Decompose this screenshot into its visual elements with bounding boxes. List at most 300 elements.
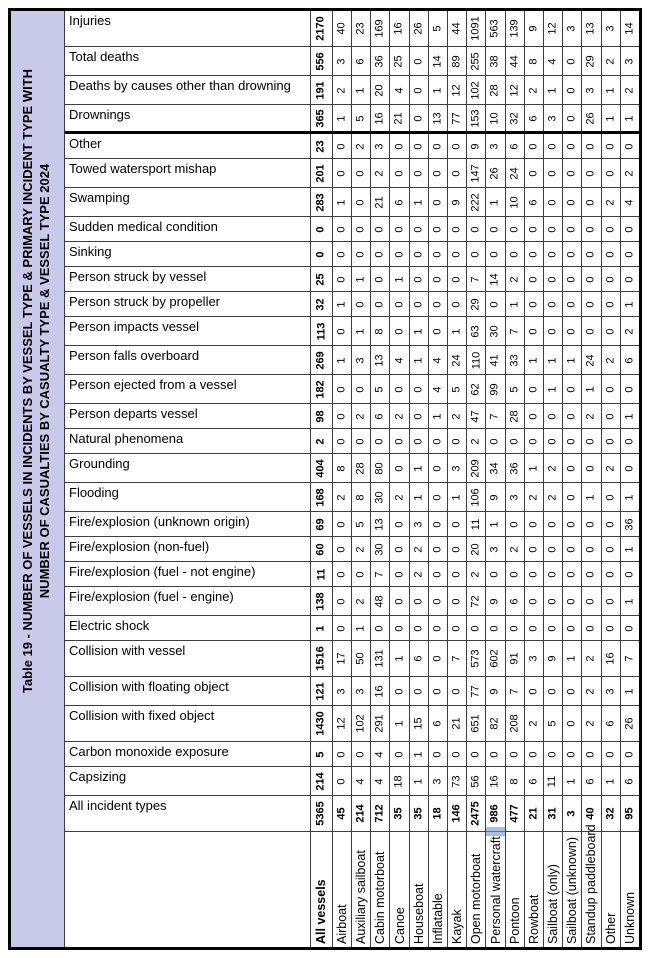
data-cell xyxy=(621,429,639,453)
cell-value: 0 xyxy=(431,464,444,472)
cell-value: 0 xyxy=(623,750,636,758)
cell-value: 4 xyxy=(431,385,444,393)
vessel-label: Standup paddleboard xyxy=(584,824,599,944)
cell-value: 0 xyxy=(354,437,367,445)
cell-value: 1 xyxy=(393,720,406,727)
cell-value: 99 xyxy=(489,382,502,396)
cell-value: 0 xyxy=(546,327,559,335)
cell-value: 0 xyxy=(546,250,559,258)
cell-value: 2 xyxy=(354,597,367,605)
data-cell xyxy=(582,429,601,453)
cell-value: 20 xyxy=(373,83,386,97)
data-cell xyxy=(429,404,448,428)
data-cell xyxy=(602,134,621,158)
cell-value: 169 xyxy=(373,19,386,38)
cell-value: 0 xyxy=(393,464,406,472)
cell-value: 2 xyxy=(604,198,617,206)
data-cell xyxy=(429,375,448,403)
incident-row xyxy=(65,742,639,767)
data-cell xyxy=(371,317,390,345)
cell-value: 0 xyxy=(354,169,367,177)
data-cell xyxy=(311,188,333,216)
cell-value: 0 xyxy=(335,570,348,578)
data-cell xyxy=(390,796,409,831)
cell-value: 0 xyxy=(604,169,617,177)
cell-value: 0 xyxy=(335,597,348,605)
cell-value: 77 xyxy=(469,684,482,698)
cell-value: 0 xyxy=(469,750,482,758)
cell-value: 3 xyxy=(546,114,559,122)
incident-row xyxy=(65,188,639,217)
data-cell xyxy=(525,796,544,831)
data-cell xyxy=(371,562,390,586)
cell-value: 1 xyxy=(623,597,636,605)
cell-value: 10 xyxy=(489,111,502,125)
cell-value: 153 xyxy=(469,108,482,128)
data-cell xyxy=(486,537,505,561)
cell-value: 0 xyxy=(393,327,406,335)
vessel-labels-strip xyxy=(65,824,639,947)
data-cell xyxy=(311,677,333,705)
data-cell xyxy=(486,375,505,403)
cell-value: 7 xyxy=(469,275,482,283)
data-cell xyxy=(390,375,409,403)
cell-value: 36 xyxy=(373,54,386,68)
data-cell xyxy=(371,537,390,561)
data-cell xyxy=(582,742,601,766)
cell-value: 0 xyxy=(489,437,502,445)
cell-value: 5 xyxy=(508,385,521,393)
cell-value: 29 xyxy=(584,54,597,68)
cell-value: 0 xyxy=(431,225,444,233)
data-cell xyxy=(410,483,429,511)
cell-value: 0 xyxy=(489,300,502,308)
cell-value: 0 xyxy=(527,142,540,150)
cell-value: 1 xyxy=(335,300,348,308)
data-cell xyxy=(311,134,333,158)
data-cell xyxy=(582,512,601,536)
incident-label: Swamping xyxy=(65,188,311,216)
data-cell xyxy=(352,587,371,615)
cell-value: 0 xyxy=(373,624,386,632)
cell-value: 0 xyxy=(450,570,463,578)
cell-value: 32 xyxy=(314,297,327,311)
vessel-label: Cabin motorboat xyxy=(373,851,388,944)
cell-value: 0 xyxy=(527,570,540,578)
cell-value: 6 xyxy=(527,777,540,785)
data-cell xyxy=(544,641,563,676)
incident-label: Towed watersport mishap xyxy=(65,159,311,187)
data-cell xyxy=(544,267,563,291)
data-cell xyxy=(333,641,352,676)
cell-value: 10 xyxy=(508,195,521,209)
cell-value: 62 xyxy=(469,382,482,396)
cell-value: 1 xyxy=(412,198,425,206)
data-cell xyxy=(410,454,429,482)
cell-value: 16 xyxy=(489,774,502,788)
data-cell xyxy=(544,537,563,561)
data-cell xyxy=(621,537,639,561)
data-cell xyxy=(582,677,601,705)
data-cell xyxy=(333,587,352,615)
cell-value: 0 xyxy=(431,655,444,662)
data-cell xyxy=(467,562,486,586)
cell-value: 0 xyxy=(527,624,540,632)
data-cell xyxy=(429,742,448,766)
incident-label: Fire/explosion (fuel - engine) xyxy=(65,587,311,615)
cell-value: 222 xyxy=(469,192,482,212)
cell-value: 131 xyxy=(373,649,386,668)
cell-value: 0 xyxy=(431,687,444,695)
data-cell xyxy=(390,562,409,586)
cell-value: 0 xyxy=(393,250,406,258)
data-cell xyxy=(467,375,486,403)
cell-value: 0 xyxy=(508,250,521,258)
data-cell xyxy=(582,375,601,403)
cell-value: 138 xyxy=(314,591,327,611)
data-cell xyxy=(371,188,390,216)
cell-value: 0 xyxy=(604,597,617,605)
data-cell xyxy=(448,159,467,187)
cell-value: 0 xyxy=(335,777,348,785)
cell-value: 0 xyxy=(393,570,406,578)
cell-value: 1 xyxy=(489,520,502,528)
data-cell xyxy=(563,537,582,561)
cell-value: 1 xyxy=(508,300,521,308)
data-cell xyxy=(429,317,448,345)
cell-value: 80 xyxy=(373,461,386,475)
data-cell xyxy=(582,188,601,216)
cell-value: 0 xyxy=(584,327,597,335)
cell-value: 0 xyxy=(450,142,463,150)
cell-value: 6 xyxy=(508,142,521,150)
cell-value: 0 xyxy=(565,114,578,122)
cell-value: 1 xyxy=(412,493,425,501)
data-cell xyxy=(333,767,352,795)
bottom-left-spacer xyxy=(65,832,311,947)
data-cell xyxy=(563,796,582,831)
incident-label: Sinking xyxy=(65,242,311,266)
data-cell xyxy=(525,134,544,158)
data-cell xyxy=(467,47,486,75)
data-cell xyxy=(390,267,409,291)
data-cell xyxy=(371,159,390,187)
cell-value: 0 xyxy=(335,250,348,258)
cell-value: 0 xyxy=(412,86,425,94)
data-cell xyxy=(506,641,525,676)
data-cell xyxy=(410,267,429,291)
data-cell xyxy=(621,11,639,46)
vessel-label: Unknown xyxy=(622,891,637,944)
incident-label: Other xyxy=(65,134,311,158)
data-cell xyxy=(429,587,448,615)
cell-value: 2 xyxy=(508,545,521,553)
data-cell xyxy=(390,587,409,615)
cell-value: 1 xyxy=(431,412,444,420)
incident-row xyxy=(65,105,639,134)
vessel-label-cell xyxy=(410,832,429,947)
data-cell xyxy=(621,767,639,795)
cell-value: 5 xyxy=(546,720,559,727)
vessel-label-cell xyxy=(311,832,333,947)
data-cell xyxy=(486,188,505,216)
cell-value: 573 xyxy=(469,649,482,668)
cell-value: 283 xyxy=(314,192,327,212)
data-cell xyxy=(525,242,544,266)
cell-value: 0 xyxy=(412,225,425,233)
cell-value: 0 xyxy=(565,750,578,758)
vessel-label: Kayak xyxy=(450,909,465,944)
incident-row xyxy=(65,76,639,105)
cell-value: 0 xyxy=(335,142,348,150)
cell-value: 0 xyxy=(450,275,463,283)
cell-value: 0 xyxy=(604,385,617,393)
cell-value: 40 xyxy=(335,22,348,35)
data-cell xyxy=(506,317,525,345)
cell-value: 24 xyxy=(508,166,521,180)
cell-value: 0 xyxy=(527,327,540,335)
cell-value: 1 xyxy=(412,750,425,758)
data-cell xyxy=(410,706,429,741)
data-cell xyxy=(563,641,582,676)
data-cell xyxy=(506,454,525,482)
cell-value: 30 xyxy=(373,542,386,556)
cell-value: 0 xyxy=(623,624,636,632)
data-cell xyxy=(582,11,601,46)
data-cell xyxy=(544,159,563,187)
data-cell xyxy=(410,512,429,536)
cell-value: 0 xyxy=(527,545,540,553)
cell-value: 2 xyxy=(546,493,559,501)
cell-value: 0 xyxy=(450,750,463,758)
cell-value: 0 xyxy=(450,687,463,695)
cell-value: 9 xyxy=(489,687,502,695)
cell-value: 2 xyxy=(546,464,559,472)
data-cell xyxy=(602,11,621,46)
data-cell xyxy=(602,483,621,511)
data-cell xyxy=(429,242,448,266)
cell-value: 1 xyxy=(393,275,406,283)
cell-value: 8 xyxy=(527,57,540,65)
cell-value: 0 xyxy=(527,412,540,420)
cell-value: 2 xyxy=(412,545,425,553)
data-cell xyxy=(311,159,333,187)
data-cell xyxy=(602,217,621,241)
vessel-label-cell xyxy=(467,832,486,947)
data-cell xyxy=(352,242,371,266)
cell-value: 0 xyxy=(431,327,444,335)
data-cell xyxy=(525,105,544,131)
vessel-label: All vessels xyxy=(314,879,329,944)
vessel-label-cell xyxy=(525,832,544,947)
data-cell xyxy=(410,159,429,187)
cell-value: 0 xyxy=(354,225,367,233)
cell-value: 36 xyxy=(508,461,521,475)
cell-value: 0 xyxy=(431,597,444,605)
cell-value: 0 xyxy=(393,545,406,553)
cell-value: 986 xyxy=(489,804,502,823)
data-cell xyxy=(486,134,505,158)
cell-value: 63 xyxy=(469,324,482,338)
cell-value: 47 xyxy=(469,409,482,423)
incident-row xyxy=(65,677,639,706)
cell-value: 1 xyxy=(604,86,617,94)
cell-value: 28 xyxy=(508,409,521,423)
data-cell xyxy=(525,587,544,615)
data-cell xyxy=(448,641,467,676)
data-cell xyxy=(410,346,429,374)
data-cell xyxy=(621,105,639,131)
data-cell xyxy=(544,375,563,403)
data-cell xyxy=(525,512,544,536)
cell-value: 36 xyxy=(623,517,636,531)
cell-value: 0 xyxy=(431,437,444,445)
data-cell xyxy=(448,317,467,345)
data-cell xyxy=(371,483,390,511)
data-cell xyxy=(525,537,544,561)
cell-value: 40 xyxy=(584,807,597,820)
data-cell xyxy=(602,242,621,266)
data-cell xyxy=(311,11,333,46)
cell-value: 404 xyxy=(314,458,327,478)
vessel-label: Houseboat xyxy=(411,883,426,944)
cell-value: 2 xyxy=(527,86,540,94)
cell-value: 0 xyxy=(565,57,578,65)
cell-value: 0 xyxy=(450,597,463,605)
vessel-label: Pontoon xyxy=(507,897,522,944)
data-cell xyxy=(563,677,582,705)
cell-value: 9 xyxy=(527,25,540,32)
cell-value: 4 xyxy=(431,356,444,364)
data-cell xyxy=(429,641,448,676)
cell-value: 14 xyxy=(431,54,444,68)
data-cell xyxy=(448,483,467,511)
data-cell xyxy=(333,483,352,511)
cell-value: 0 xyxy=(335,225,348,233)
incident-row xyxy=(65,562,639,587)
data-cell xyxy=(506,562,525,586)
cell-value: 121 xyxy=(314,681,327,701)
data-cell xyxy=(371,641,390,676)
data-cell xyxy=(467,537,486,561)
cell-value: 28 xyxy=(489,83,502,97)
cell-value: 269 xyxy=(314,350,327,370)
data-cell xyxy=(506,616,525,640)
cell-value: 1 xyxy=(623,493,636,501)
cell-value: 0 xyxy=(412,142,425,150)
cell-value: 25 xyxy=(314,272,327,286)
cell-value: 34 xyxy=(489,461,502,475)
data-cell xyxy=(602,375,621,403)
data-cell xyxy=(602,796,621,831)
data-cell xyxy=(563,767,582,795)
data-cell xyxy=(506,346,525,374)
cell-value: 6 xyxy=(393,198,406,206)
incident-row xyxy=(65,483,639,512)
data-cell xyxy=(602,346,621,374)
data-cell xyxy=(602,587,621,615)
data-cell xyxy=(563,483,582,511)
vessel-label: Personal watercraft xyxy=(488,836,503,944)
data-cell xyxy=(410,105,429,131)
data-cell xyxy=(448,742,467,766)
data-cell xyxy=(352,512,371,536)
cell-value: 0 xyxy=(373,300,386,308)
data-cell xyxy=(352,346,371,374)
cell-value: 0 xyxy=(565,464,578,472)
data-cell xyxy=(525,677,544,705)
data-cell xyxy=(371,796,390,831)
cell-value: 1 xyxy=(546,86,559,94)
data-cell xyxy=(467,483,486,511)
data-cell xyxy=(602,267,621,291)
data-cell xyxy=(506,767,525,795)
cell-value: 208 xyxy=(508,714,521,733)
cell-value: 1 xyxy=(450,327,463,335)
cell-value: 0 xyxy=(412,597,425,605)
vessel-label-cell xyxy=(390,832,409,947)
cell-value: 3 xyxy=(565,25,578,32)
data-cell xyxy=(390,105,409,131)
cell-value: 18 xyxy=(393,774,406,788)
cell-value: 2 xyxy=(604,356,617,364)
cell-value: 2 xyxy=(623,86,636,94)
incident-row xyxy=(65,454,639,483)
data-cell xyxy=(352,796,371,831)
cell-value: 0 xyxy=(373,437,386,445)
incident-row xyxy=(65,375,639,404)
data-cell xyxy=(352,11,371,46)
vessel-label: Sailboat (unknown) xyxy=(565,836,580,944)
cell-value: 0 xyxy=(604,493,617,501)
data-cell xyxy=(563,375,582,403)
data-cell xyxy=(333,76,352,104)
cell-value: 4 xyxy=(393,86,406,94)
data-cell xyxy=(602,512,621,536)
cell-value: 6 xyxy=(623,356,636,364)
cell-value: 1 xyxy=(431,86,444,94)
data-cell xyxy=(544,767,563,795)
data-cell xyxy=(525,292,544,316)
data-cell xyxy=(506,105,525,131)
cell-value: 1 xyxy=(354,624,367,632)
data-cell xyxy=(448,76,467,104)
vessel-label-cell xyxy=(333,832,352,947)
cell-value: 0 xyxy=(393,520,406,528)
data-cell xyxy=(390,742,409,766)
cell-value: 0 xyxy=(584,275,597,283)
cell-value: 69 xyxy=(314,517,327,531)
cell-value: 0 xyxy=(527,687,540,695)
cell-value: 2 xyxy=(584,655,597,662)
data-cell xyxy=(333,404,352,428)
cell-value: 0 xyxy=(335,385,348,393)
data-cell xyxy=(429,267,448,291)
cell-value: 0 xyxy=(450,545,463,553)
data-cell xyxy=(448,242,467,266)
data-cell xyxy=(390,767,409,795)
data-cell xyxy=(311,796,333,831)
incident-row xyxy=(65,317,639,346)
data-cell xyxy=(448,47,467,75)
cell-value: 1 xyxy=(527,356,540,364)
cell-value: 7 xyxy=(450,655,463,662)
data-cell xyxy=(429,706,448,741)
data-cell xyxy=(448,616,467,640)
data-cell xyxy=(371,616,390,640)
data-cell xyxy=(429,47,448,75)
data-cell xyxy=(390,188,409,216)
